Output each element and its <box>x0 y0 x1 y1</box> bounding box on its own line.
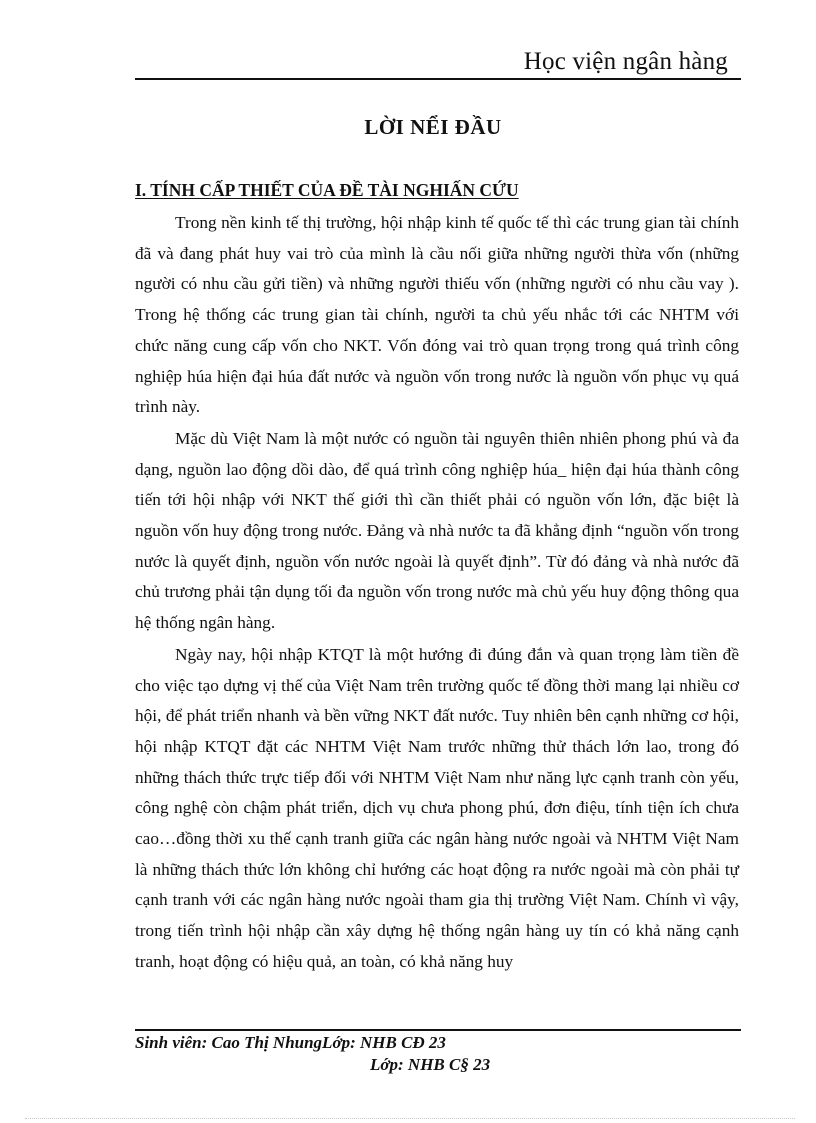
section-heading: I. TÍNH CẤP THIẾT CỦA ĐỀ TÀI NGHIẤN CỨU <box>135 180 519 200</box>
paragraph-2: Mặc dù Việt Nam là một nước có nguồn tài nguyên thiên nhiên phong phú và đa dạng, nguồn lao động dồi dào, để quá trình công nghiệp húa_ hiện đại húa thành công tiến tới hội nhập với NKT thế giới thì cần thiết phải có nguồn vốn lớn, đặc biệt là nguồn vốn huy động trong nước. Đảng và nhà nước ta đã khẳng định “nguồn vốn trong nước là quyết định, nguồn vốn nước ngoài là quyết định”. Từ đó đảng và nhà nước đã chủ trương phải tận dụng tối đa nguồn vốn trong nước mà chủ yếu huy động thông qua hệ thống ngân hàng. <box>135 428 739 633</box>
footer-student-line: Sinh viên: Cao Thị NhungLớp: NHB CĐ 23 <box>135 1033 446 1052</box>
page-title: LỜI NỂI ĐẦU <box>364 115 502 139</box>
header-divider <box>135 78 741 80</box>
header-title: Học viện ngân hàng <box>523 48 728 75</box>
footer-divider <box>135 1029 741 1031</box>
footer-class-line: Lớp: NHB C§ 23 <box>370 1055 491 1074</box>
paragraph-1: Trong nền kinh tế thị trường, hội nhập kinh tế quốc tế thì các trung gian tài chính đã và đang phát huy vai trò của mình là cầu nối giữa những người thừa vốn (những người có nhu cầu gửi tiền) và những người thiếu vốn (những người có nhu cầu vay ). Trong hệ thống các trung gian tài chính, người ta chủ yếu nhắc tới các NHTM với chức năng cung cấp vốn cho NKT. Vốn đóng vai trò quan trọng trong quá trình công nghiệp húa hiện đại húa đất nước và nguồn vốn trong nước là nguồn vốn phục vụ quá trình này. <box>135 213 739 417</box>
body-text <box>135 208 739 979</box>
page-edge <box>25 1118 795 1119</box>
paragraph-3: Ngày nay, hội nhập KTQT là một hướng đi đúng đắn và quan trọng làm tiền đề cho việc tạo dựng vị thế của Việt Nam trên trường quốc tế đồng thời mang lại nhiều cơ hội, để phát triển nhanh và bền vững NKT đất nước. Tuy nhiên bên cạnh những cơ hội, hội nhập KTQT đặt các NHTM Việt Nam trước những thử thách lớn lao, trong đó những thách thức trực tiếp đối với NHTM Việt Nam như năng lực cạnh tranh còn yếu, công nghệ còn chậm phát triển, dịch vụ chưa phong phú, đơn điệu, tính tiện ích chưa cao…đồng thời xu thế cạnh tranh giữa các ngân hàng nước ngoài và NHTM Việt Nam là những thách thức lớn không chỉ hướng các hoạt động ra nước ngoài mà còn phải tự cạnh tranh với các ngân hàng nước ngoài tham gia thị trường Việt Nam. Chính vì vậy, trong tiến trình hội nhập cần xây dựng hệ thống ngân hàng uy tín có khả năng cạnh tranh, hoạt động có hiệu quả, an toàn, có khả năng huy <box>135 644 739 971</box>
